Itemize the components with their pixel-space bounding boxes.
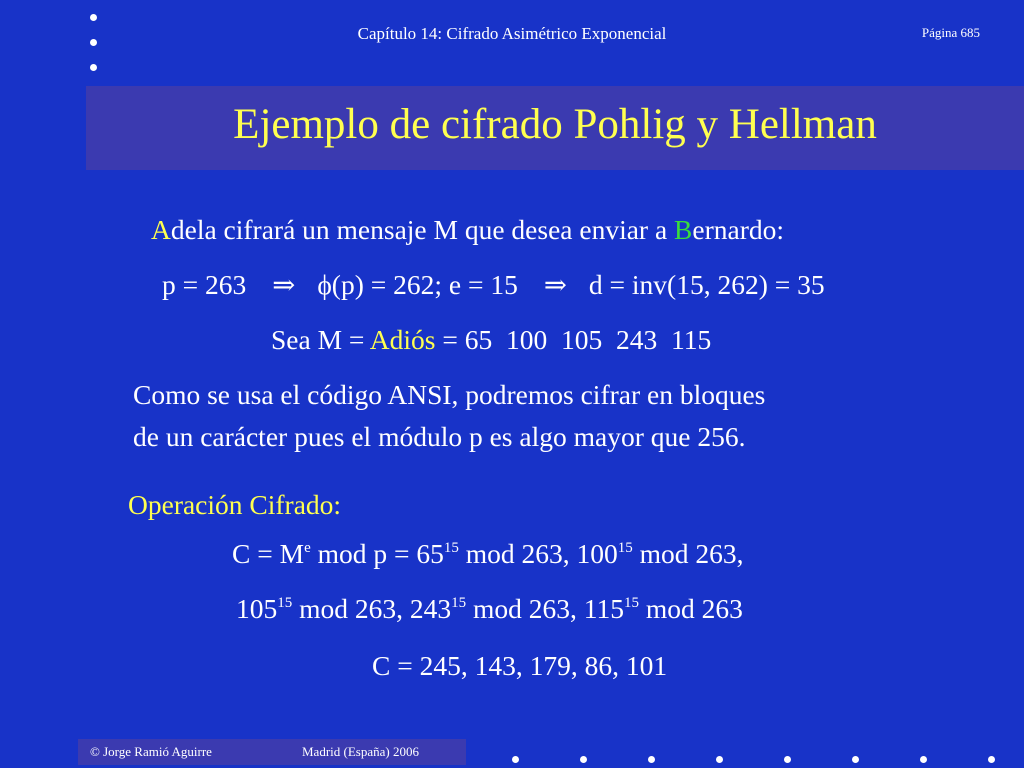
eq-text: mod 263, 100 [458, 538, 618, 569]
footer-place: Madrid (España) 2006 [302, 744, 419, 759]
decor-dot [648, 756, 655, 763]
implies-arrow: ⇒ [543, 269, 567, 300]
eq-exponent: e [304, 540, 311, 556]
decor-dot [90, 64, 97, 71]
decor-dot [988, 756, 995, 763]
initial-b: B [674, 214, 693, 245]
decor-dot [716, 756, 723, 763]
footer-band [78, 739, 466, 765]
params-line [162, 271, 825, 299]
intro-text-2: ernardo: [692, 214, 784, 245]
eq-text: mod 263 [639, 593, 743, 624]
equation-line-1 [232, 540, 744, 568]
slide-title: Ejemplo de cifrado Pohlig y Hellman [233, 101, 877, 148]
eq-text: mod 263, 243 [292, 593, 452, 624]
footer-author: © Jorge Ramió Aguirre [90, 744, 212, 759]
eq-text: C = M [232, 538, 305, 569]
title-band [86, 86, 1024, 170]
intro-text-1: dela cifrará un mensaje M que desea enviar a [170, 214, 675, 245]
message-values: = 65 100 105 243 115 [435, 324, 712, 355]
decor-dot [512, 756, 519, 763]
decor-dot [580, 756, 587, 763]
eq-text: 105 [236, 593, 278, 624]
message-prefix: Sea M = [271, 324, 370, 355]
param-d: d = inv(15, 262) = 35 [588, 269, 825, 300]
equation-line-2 [236, 595, 743, 623]
decor-dot [852, 756, 859, 763]
decor-dot [90, 14, 97, 21]
eq-text: mod p = 65 [310, 538, 444, 569]
note-line-1: Como se usa el código ANSI, podremos cifrar en bloques [133, 379, 766, 410]
eq-exponent: 15 [443, 540, 459, 556]
message-word: Adiós [369, 324, 436, 355]
eq-exponent: 15 [617, 540, 633, 556]
implies-arrow: ⇒ [272, 269, 296, 300]
eq-text: mod 263, [632, 538, 744, 569]
param-p: p = 263 [162, 269, 247, 300]
operation-heading: Operación Cifrado: [128, 489, 342, 520]
message-line [271, 326, 711, 354]
eq-exponent: 15 [624, 595, 640, 611]
note-line-2: de un carácter pues el módulo p es algo mayor que 256. [133, 421, 746, 452]
chapter-header: Capítulo 14: Cifrado Asimétrico Exponencial [357, 24, 667, 43]
decor-dot [920, 756, 927, 763]
intro-line [151, 216, 784, 244]
cipher-result: C = 245, 143, 179, 86, 101 [372, 650, 668, 681]
eq-exponent: 15 [451, 595, 467, 611]
eq-text: mod 263, 115 [466, 593, 625, 624]
decor-dot [784, 756, 791, 763]
eq-exponent: 15 [277, 595, 293, 611]
param-phi: ϕ(p) = 262; e = 15 [317, 269, 518, 300]
initial-a: A [151, 214, 171, 245]
page-number: Página 685 [921, 25, 980, 40]
